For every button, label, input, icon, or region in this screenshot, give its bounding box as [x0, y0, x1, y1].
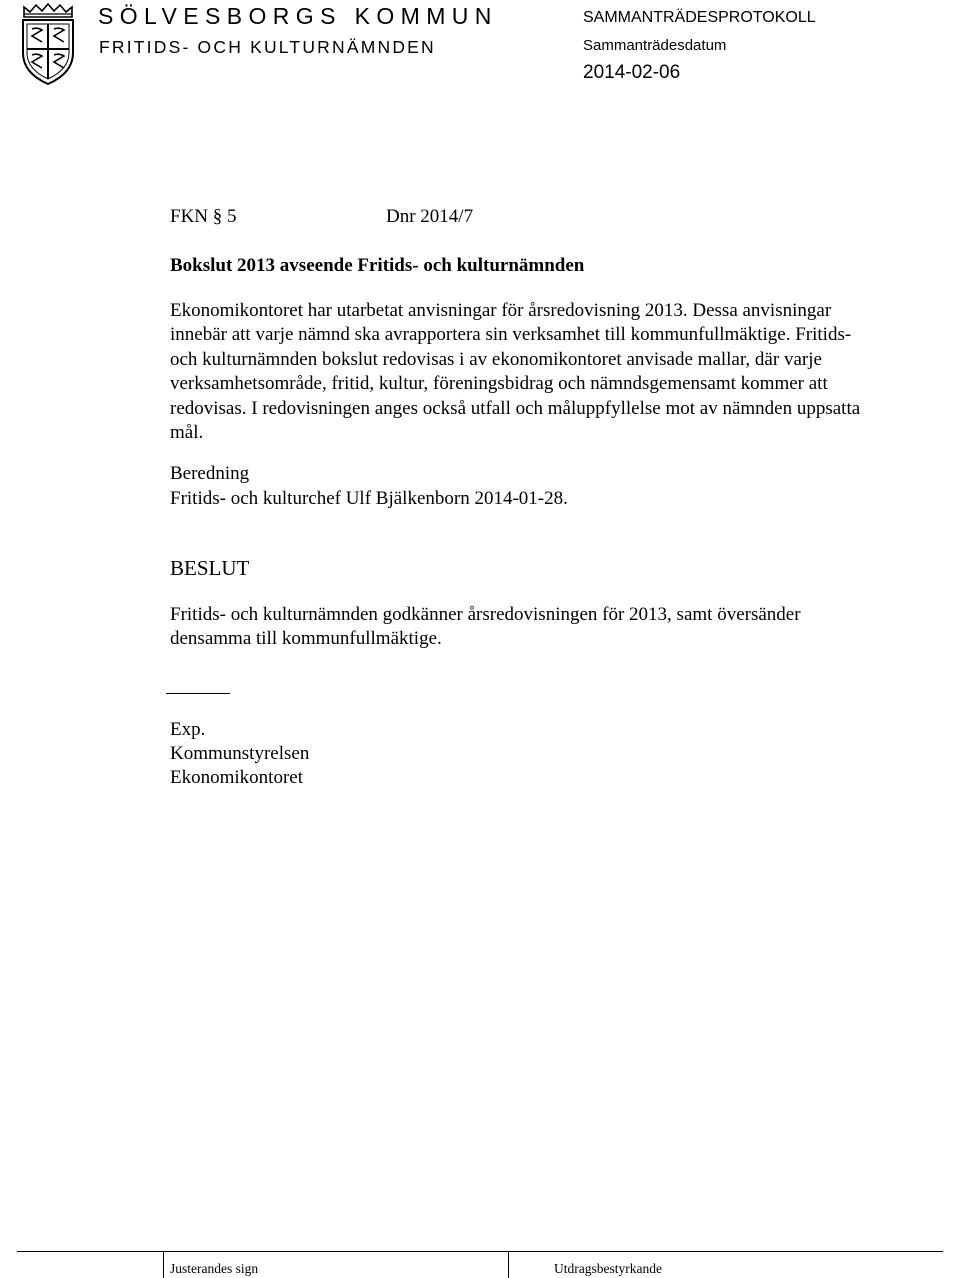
description-line: innebär att varje nämnd ska avrapportera sin verksamhet till kommunfullmäktige. Fritids- [170, 324, 852, 346]
footer-divider [163, 1252, 164, 1278]
preparation-heading: Beredning [170, 463, 250, 484]
section-number: FKN § 5 [170, 206, 237, 227]
decision-text [170, 603, 905, 652]
description-line: verksamhetsområde, fritid, kultur, föreningsbidrag och nämndsgemensamt kommer att [170, 373, 828, 395]
footer-rule [17, 1251, 943, 1252]
preparation-text: Fritids- och kulturchef Ulf Bjälkenborn 2014-01-28. [170, 488, 568, 509]
description-line: mål. [170, 422, 204, 444]
meeting-date-label: Sammanträdesdatum [583, 37, 727, 54]
adjuster-signature-label: Justerandes sign [170, 1261, 259, 1276]
dispatch-recipient: Ekonomikontoret [170, 767, 303, 788]
municipal-coat-of-arms-icon [18, 3, 78, 86]
committee-name: FRITIDS- OCH KULTURNÄMNDEN [99, 37, 436, 57]
meeting-date: 2014-02-06 [583, 62, 681, 83]
item-title: Bokslut 2013 avseende Fritids- och kulturnämnden [170, 255, 585, 276]
diary-number: Dnr 2014/7 [386, 206, 474, 227]
protocol-title: SAMMANTRÄDESPROTOKOLL [583, 9, 816, 26]
description-line: och kulturnämnden bokslut redovisas i av ekonomikontoret anvisade mallar, där varje [170, 348, 822, 370]
municipality-name: SÖLVESBORGS KOMMUN [98, 3, 498, 29]
description-line: redovisas. I redovisningen anges också utfall och måluppfyllelse mot av nämnden uppsatta [170, 397, 861, 419]
separator-line [166, 693, 230, 694]
extract-certification-label: Utdragsbestyrkande [554, 1261, 662, 1276]
footer-divider [508, 1252, 509, 1278]
decision-line: densamma till kommunfullmäktige. [170, 628, 442, 650]
item-description [170, 299, 905, 445]
description-line: Ekonomikontoret har utarbetat anvisningar för årsredovisning 2013. Dessa anvisningar [170, 300, 832, 321]
dispatch-label: Exp. [170, 719, 206, 740]
decision-heading: BESLUT [170, 556, 250, 580]
decision-line: Fritids- och kulturnämnden godkänner årsredovisningen för 2013, samt översänder [170, 604, 801, 625]
dispatch-recipient: Kommunstyrelsen [170, 743, 310, 764]
